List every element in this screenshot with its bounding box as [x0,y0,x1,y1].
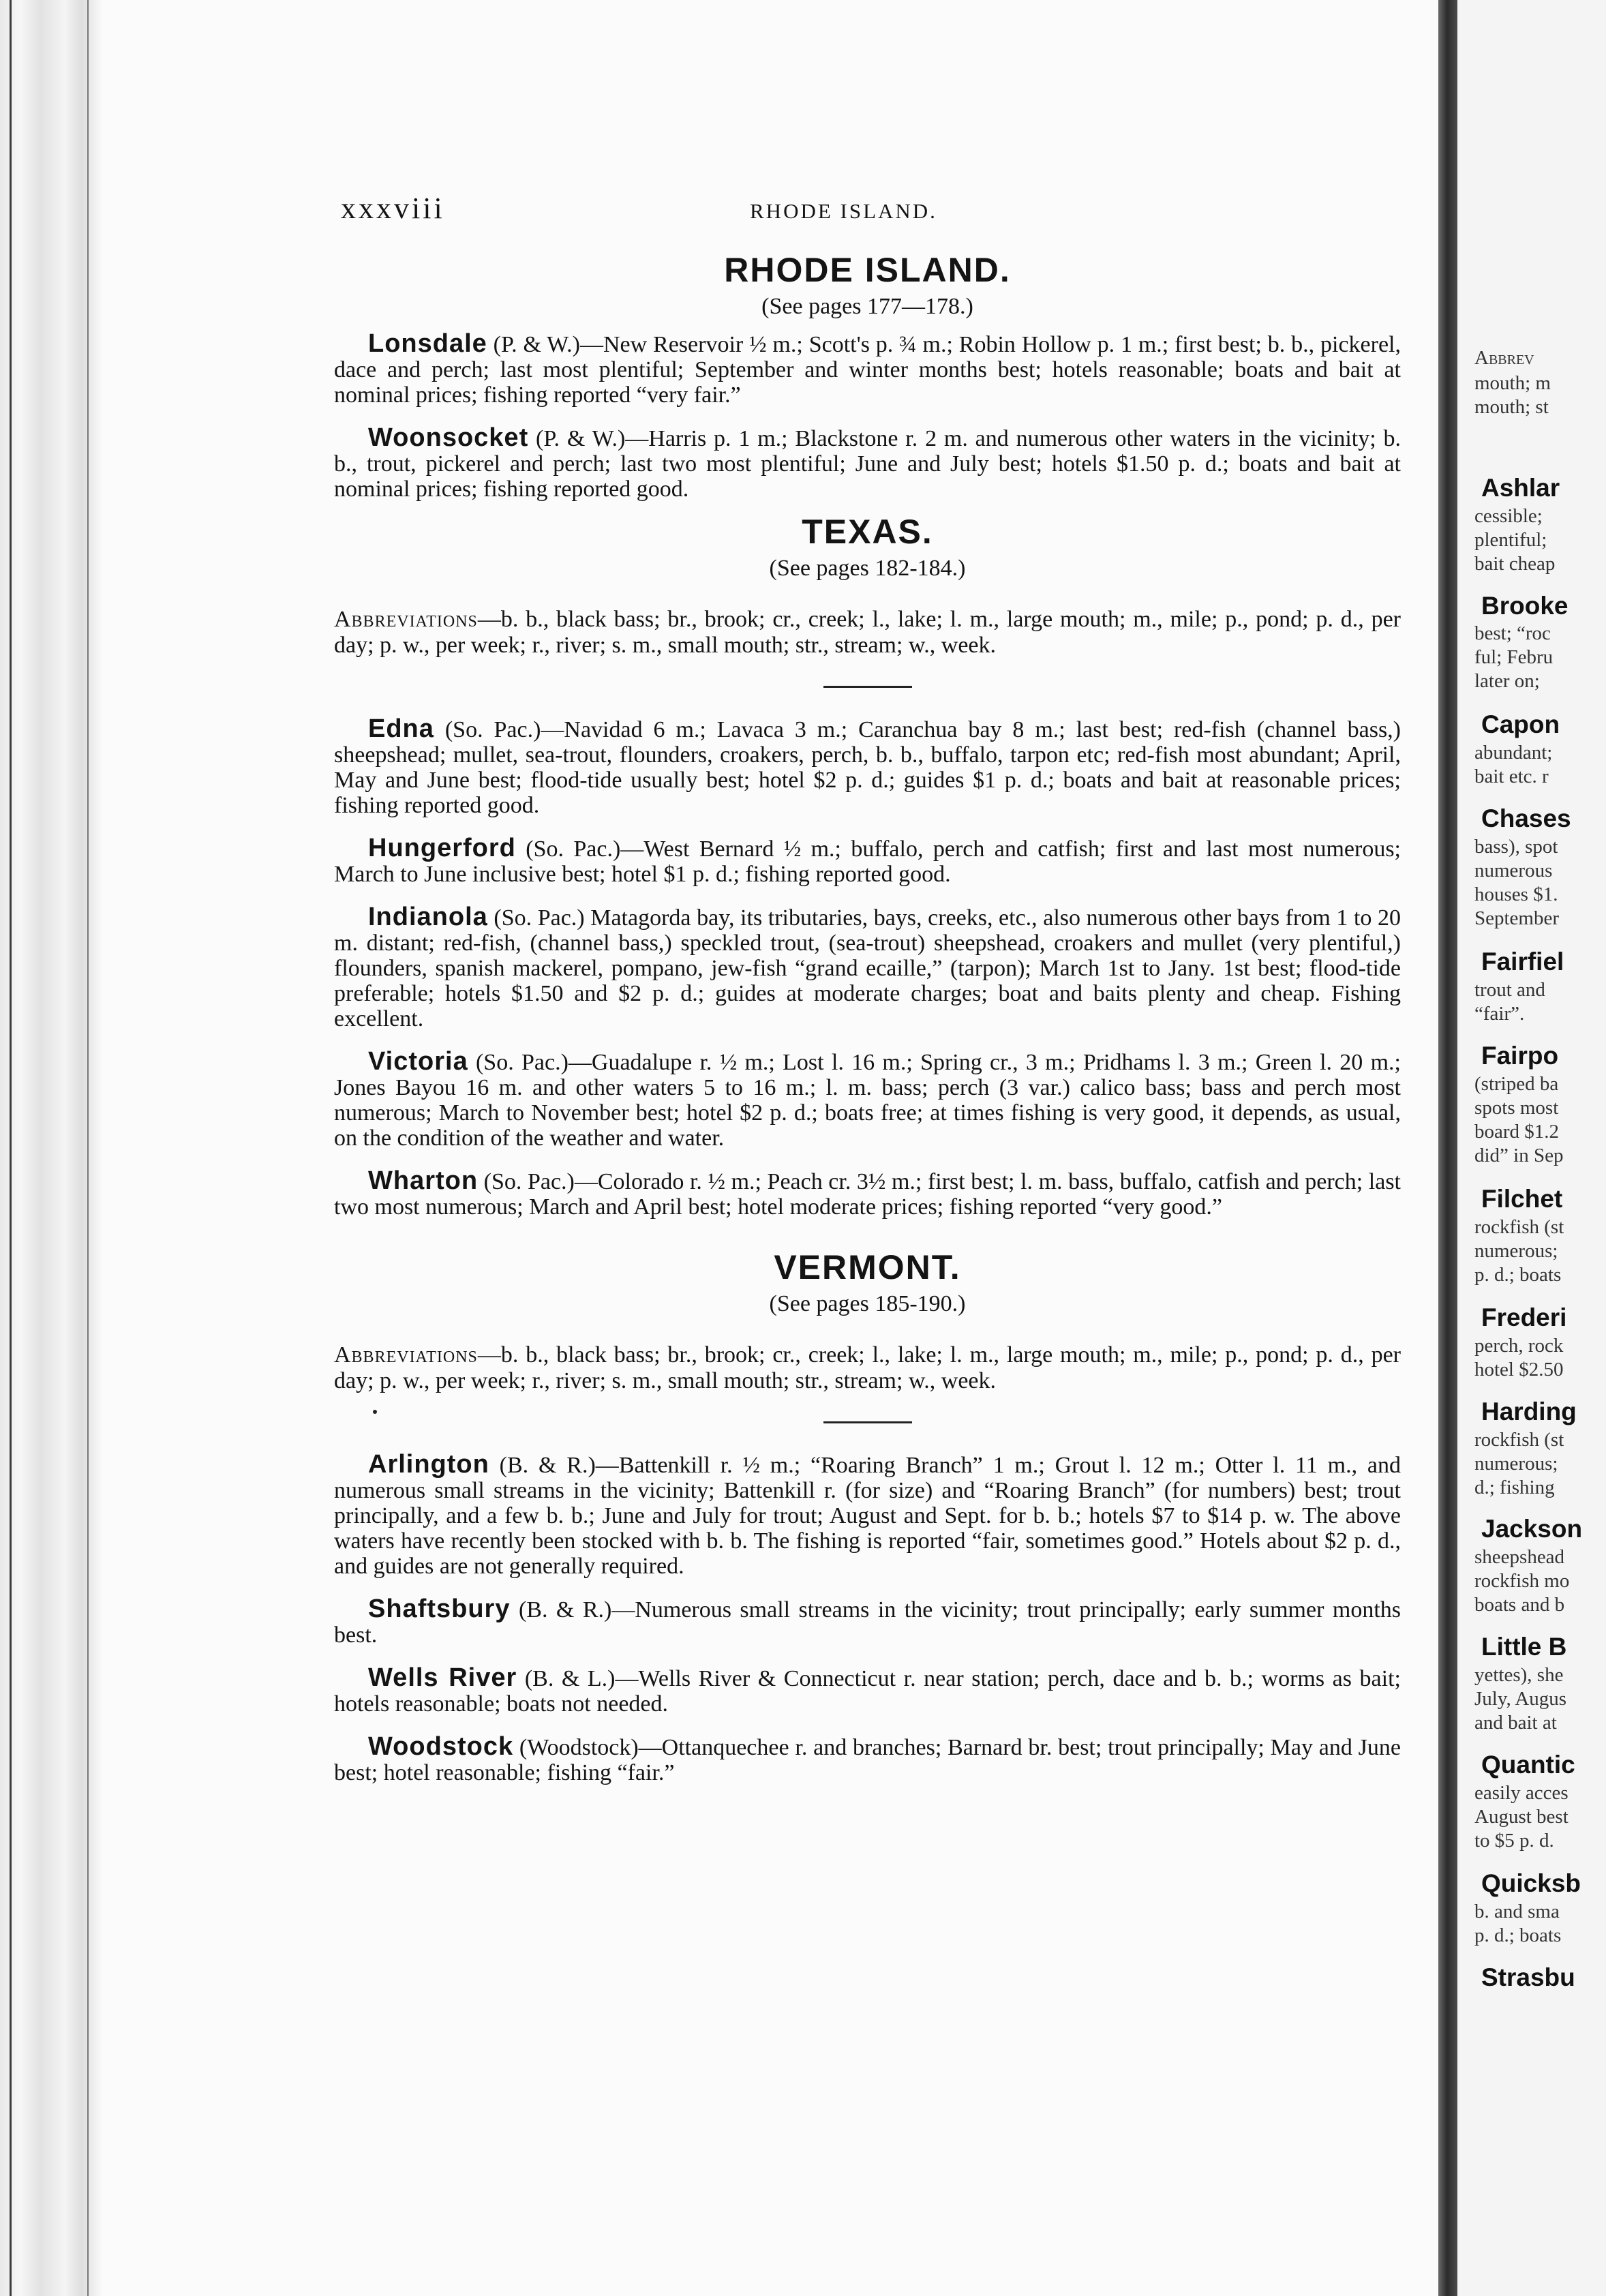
abbreviations-text: —b. b., black bass; br., brook; cr., creek; l., lake; l. m., large mouth; m., mile; p., pond; p. d., per day; p. w., per week; r., river; s. m., small mouth; str., stream; w., week. [334,1342,1401,1393]
facing-text-line: easily acces [1474,1782,1569,1804]
entry-text: (B. & R.)—Battenkill r. ½ m.; “Roaring Branch” 1 m.; Grout l. 12 m.; Otter l. 11 m., and numerous small streams in the vicinity; Battenkill r. (for size) and “Roaring Branch” (for numbers) best; trout principally, and a few b. b.; June and July for trout; August and Sept. for b. b.; hotels $7 to $14 p. w. The above waters have recently been stocked with b. b. The fishing is reported “fair, sometimes good.” Hotels about $2 p. d., and guides are not generally required. [334,1453,1401,1579]
section-divider [823,1421,912,1423]
place-name: Victoria [368,1047,468,1076]
entry-text: (So. Pac.)—Guadalupe r. ½ m.; Lost l. 16 m.; Spring cr., 3 m.; Pridhams l. 3 m.; Green l. 20 m.; Jones Bayou 16 m. and other waters 5 to 16 m.; l. m. bass; perch (3 var.) calico bass; bass and perch most numerous; March to November best; hotel $2 p. d.; boats free; at times fishing is very good, it depends, as usual, on the condition of the weather and water. [334,1050,1401,1151]
abbreviations-label: Abbreviations [334,1342,478,1368]
facing-text-line: b. and sma [1474,1901,1560,1922]
facing-text-line: plentiful; [1474,529,1547,551]
facing-text-line: numerous; [1474,1240,1558,1262]
place-name: Wells River [368,1663,517,1692]
page-fold-shadow [1438,0,1457,2296]
abbreviations [334,607,1401,659]
facing-heading: Jackson [1481,1515,1583,1543]
place-name: Shaftsbury [368,1595,511,1623]
facing-text-line: Abbrev [1474,347,1534,369]
facing-heading: Chases [1481,804,1571,832]
page-number: xxxviii [341,192,445,225]
facing-text-line: p. d.; boats [1474,1264,1562,1286]
entry-woonsocket [334,425,1401,502]
place-name: Arlington [368,1450,489,1479]
facing-text-line: board $1.2 [1474,1121,1560,1143]
state-section-vermont [334,1247,1401,1785]
book-page [334,184,1401,1803]
facing-text-line: rockfish (st [1474,1216,1564,1238]
facing-heading: Fairfiel [1481,948,1564,976]
place-name: Hungerford [368,834,516,862]
facing-text-line: yettes), she [1474,1664,1564,1686]
see-pages-note: (See pages 177—178.) [761,294,973,319]
facing-text-line: houses $1. [1474,883,1558,905]
facing-heading: Frederi [1481,1303,1567,1331]
entry-shaftsbury [334,1597,1401,1648]
facing-heading: Harding [1481,1398,1577,1425]
facing-text-line: spots most [1474,1097,1559,1119]
entry-wharton [334,1168,1401,1220]
state-heading: RHODE ISLAND. [724,251,1011,289]
facing-text-line: September [1474,907,1560,929]
entry-arlington [334,1452,1401,1579]
book-gutter-edge [0,0,102,2296]
facing-text-line: to $5 p. d. [1474,1830,1554,1852]
facing-text-line: mouth; st [1474,396,1549,418]
facing-text-line: and bait at [1474,1712,1557,1734]
ink-speck [373,1410,377,1414]
facing-text-line: perch, rock [1474,1335,1564,1357]
facing-text-line: numerous [1474,860,1553,881]
facing-text-line: August best [1474,1806,1569,1828]
see-pages-note: (See pages 185-190.) [769,1291,966,1316]
state-heading: VERMONT. [774,1248,961,1286]
entry-text: (P. & W.)—Harris p. 1 m.; Blackstone r. 2 m. and numerous other waters in the vicinity; b. b., trout, pickerel and perch; last two most plentiful; June and July best; hotels $1.50 p. d.; boats and bait at nominal prices; fishing reported good. [334,426,1401,502]
running-title: RHODE ISLAND. [750,199,937,223]
see-pages-note: (See pages 182-184.) [769,556,966,581]
facing-text-line: bait cheap [1474,553,1556,575]
place-name: Wharton [368,1166,479,1195]
entry-edna [334,716,1401,818]
state-section-rhode-island [334,250,1401,502]
entry-indianola [334,905,1401,1031]
facing-text-line: July, Augus [1474,1688,1567,1710]
abbreviations [334,1342,1401,1394]
state-heading: TEXAS. [802,513,933,551]
state-section-texas [334,511,1401,1220]
entry-text: (So. Pac.)—Navidad 6 m.; Lavaca 3 m.; Caranchua bay 8 m.; last best; red-fish (channel bass,) sheepshead; mullet, sea-trout, flounders, croakers, perch, b. b., buffalo, tarpon etc; red-fish most abundant; April, May and June best; flood-tide usually best; hotel $2 p. d.; guides $1 p. d.; boats and bait at reasonable prices; fishing reported good. [334,717,1401,818]
facing-text-line: numerous; [1474,1453,1558,1475]
facing-text-line: cessible; [1474,505,1543,527]
section-divider [823,686,912,688]
facing-text-line: boats and b [1474,1594,1565,1616]
entry-text: (So. Pac.)—West Bernard ½ m.; buffalo, perch and catfish; first and last most numerous; March to June inclusive best; hotel $1 p. d.; fishing reported good. [334,836,1401,887]
facing-heading: Strasbu [1481,1963,1575,1991]
facing-heading: Brooke [1481,592,1569,620]
place-name: Lonsdale [368,329,487,358]
facing-text-line: rockfish (st [1474,1429,1564,1451]
facing-text-line: hotel $2.50 [1474,1359,1564,1380]
facing-heading: Capon [1481,710,1560,738]
entry-victoria [334,1049,1401,1151]
entry-text: (B. & L.)—Wells River & Connecticut r. near station; perch, dace and b. b.; worms as bait; hotels reasonable; boats not needed. [334,1666,1401,1717]
entry-lonsdale [334,331,1401,408]
entry-text: (Woodstock)—Ottanquechee r. and branches; Barnard br. best; trout principally; May and June best; hotel reasonable; fishing “fair.” [334,1735,1401,1785]
place-name: Woodstock [368,1732,514,1761]
facing-text-line: bass), spot [1474,836,1558,858]
entry-text: (So. Pac.)—Colorado r. ½ m.; Peach cr. 3½ m.; first best; l. m. bass, buffalo, catfish and perch; last two most numerous; March and April best; hotel moderate prices; fishing reported “very good.” [334,1169,1401,1220]
running-head [334,184,1401,225]
facing-text-line: (striped ba [1474,1073,1559,1095]
facing-text-line: ful; Febru [1474,646,1554,668]
place-name: Indianola [368,903,488,931]
facing-text-line: “fair”. [1474,1003,1525,1025]
facing-heading: Quicksb [1481,1869,1581,1897]
entry-woodstock [334,1734,1401,1785]
facing-text-line: sheepshead [1474,1546,1565,1568]
facing-text-line: abundant; [1474,742,1553,764]
abbreviations-text: —b. b., black bass; br., brook; cr., creek; l., lake; l. m., large mouth; m., mile; p., pond; p. d., per day; p. w., per week; r., river; s. m., small mouth; str., stream; w., week. [334,607,1401,658]
facing-text-line: best; “roc [1474,622,1551,644]
place-name: Woonsocket [368,423,529,452]
facing-heading: Fairpo [1481,1042,1559,1070]
facing-text-line: rockfish mo [1474,1570,1570,1592]
facing-heading: Filchet [1481,1185,1563,1213]
entry-text: (B. & R.)—Numerous small streams in the vicinity; trout principally; early summer months best. [334,1597,1401,1648]
facing-heading: Ashlar [1481,474,1560,502]
facing-text-line: bait etc. r [1474,766,1549,787]
facing-text-line: did” in Sep [1474,1145,1564,1166]
abbreviations-label: Abbreviations [334,607,478,632]
facing-text-line: trout and [1474,979,1545,1001]
entry-hungerford [334,836,1401,887]
facing-text-line: mouth; m [1474,372,1551,394]
entry-wells-river [334,1665,1401,1717]
entry-text: (P. & W.)—New Reservoir ½ m.; Scott's p. ¾ m.; Robin Hollow p. 1 m.; first best; b. b., pickerel, dace and perch; last most plentiful; September and winter months best; hotels reasonable; boats and bait at nominal prices; fishing reported “very fair.” [334,332,1401,408]
facing-heading: Little B [1481,1633,1567,1661]
facing-text-line: later on; [1474,670,1540,692]
facing-text-line: d.; fishing [1474,1477,1555,1498]
facing-heading: Quantic [1481,1751,1575,1779]
facing-page-fragment [1457,0,1606,2296]
entry-text: (So. Pac.) Matagorda bay, its tributaries, bays, creeks, etc., also numerous other bays from 1 to 20 m. distant; red-fish, (channel bass,) speckled trout, (sea-trout) sheepshead, croakers and mullet (very plentiful,) flounders, spanish mackerel, pompano, jew-fish “grand ecaille,” (tarpon); March 1st to Jany. 1st best; flood-tide preferable; hotels $1.50 and $2 p. d.; guides at moderate charges; boat and baits plenty and cheap. Fishing excellent. [334,905,1401,1031]
facing-text-line: p. d.; boats [1474,1924,1562,1946]
place-name: Edna [368,714,434,743]
